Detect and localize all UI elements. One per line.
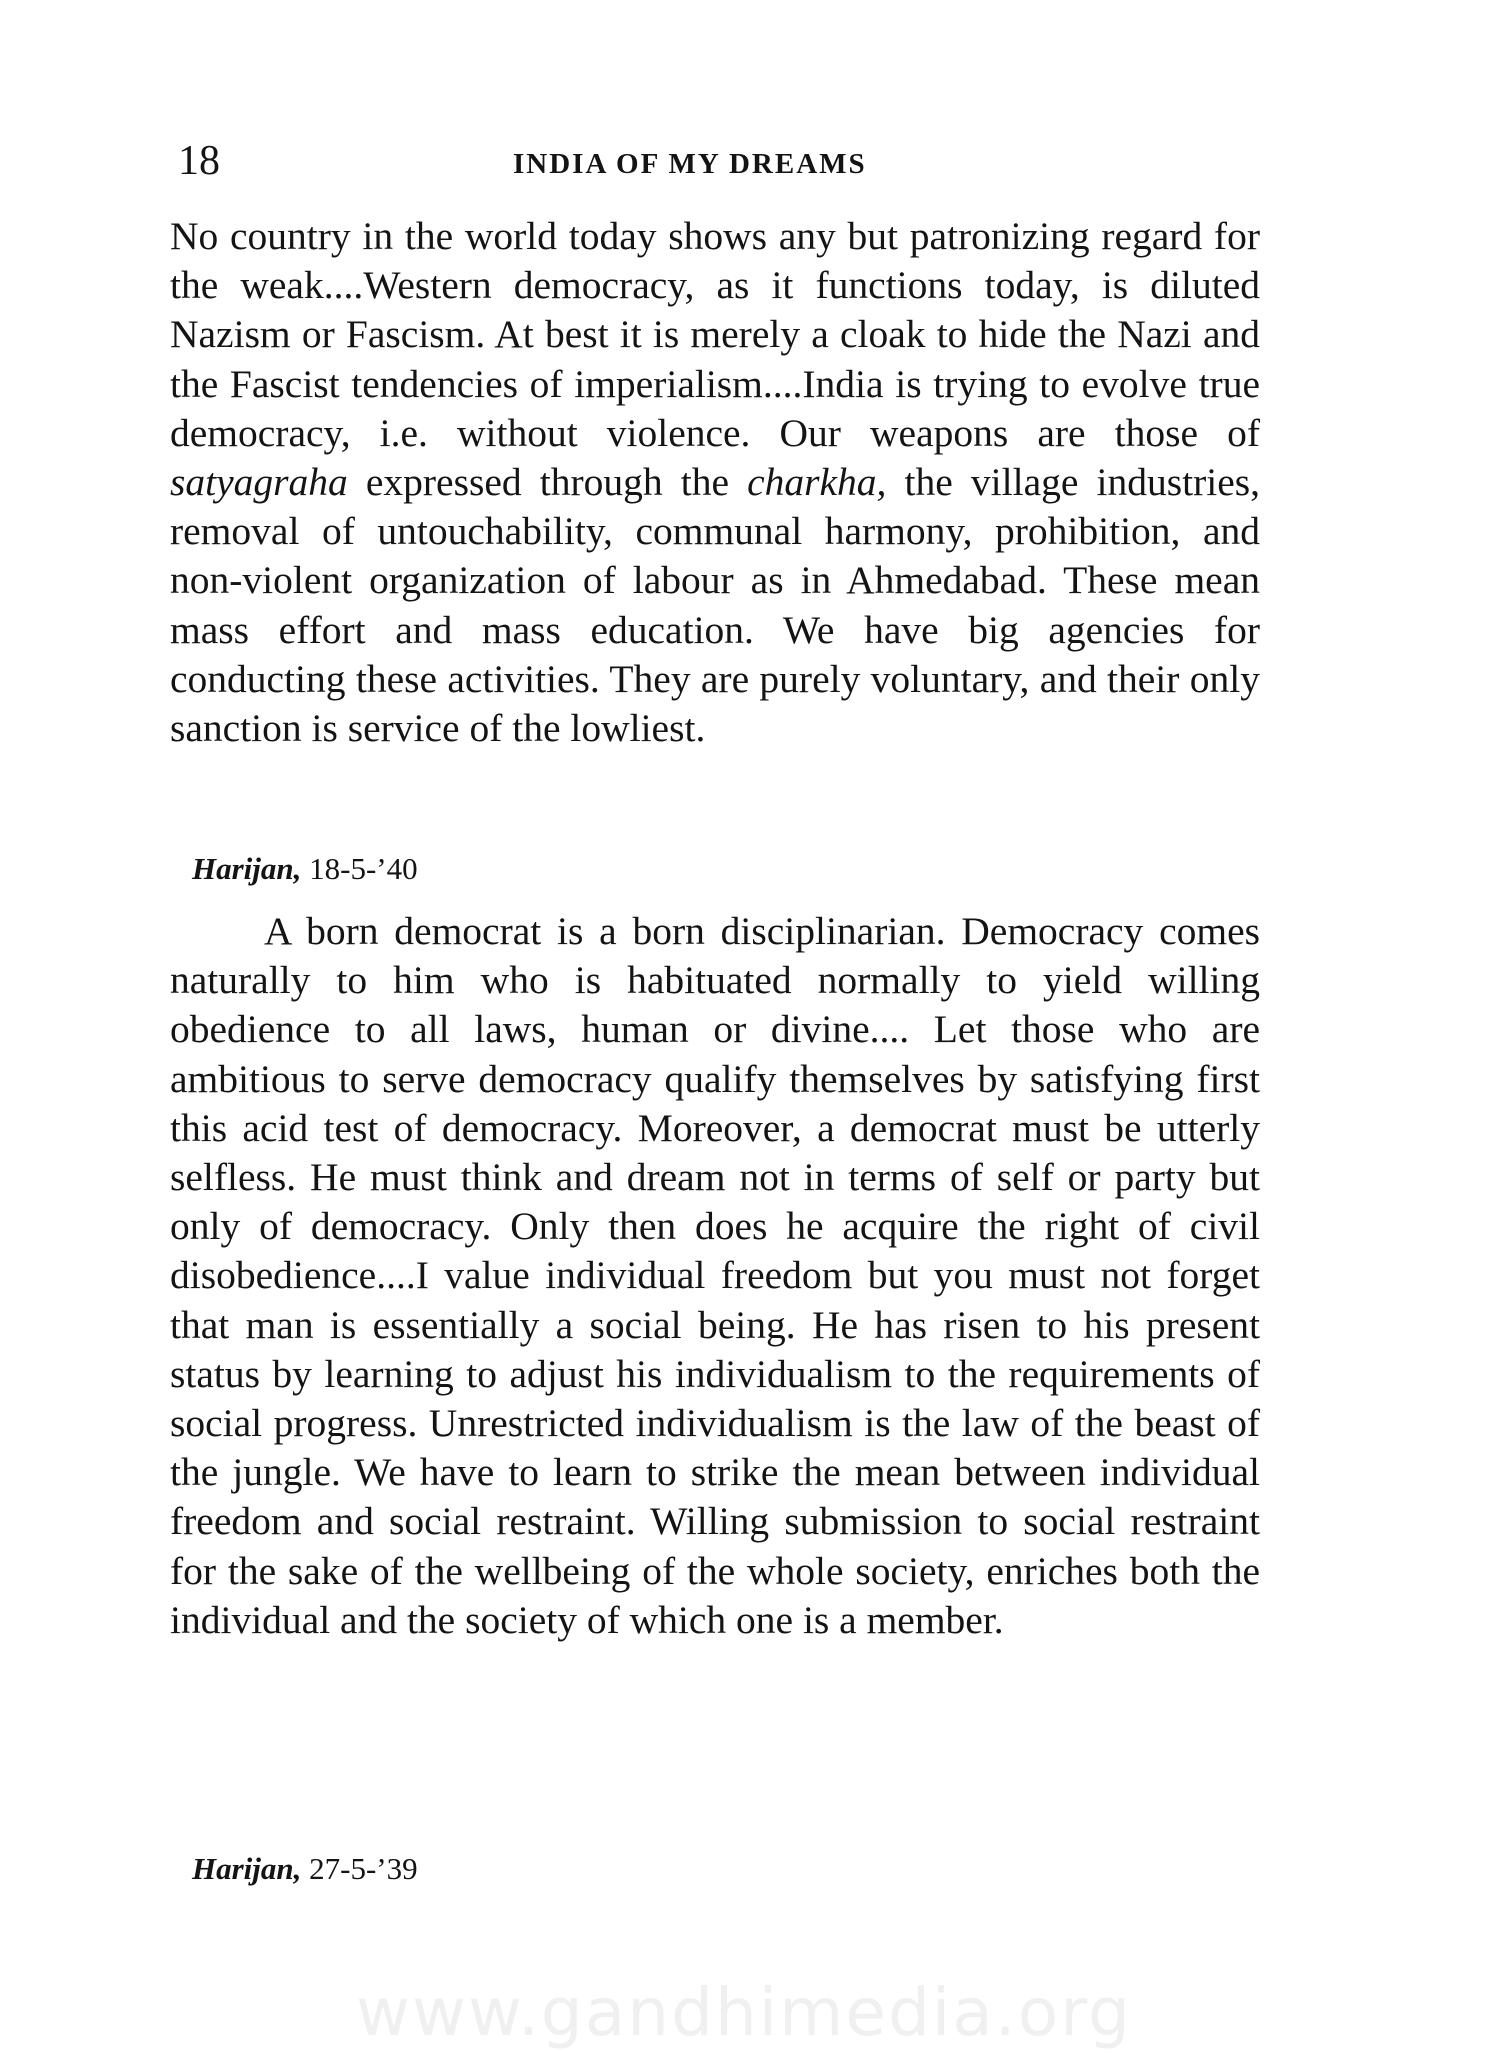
source-publication: Harijan, (192, 1851, 302, 1886)
page-number: 18 (178, 138, 220, 184)
source-publication: Harijan, (192, 851, 302, 886)
source-citation-2 (192, 1850, 418, 1888)
term-satyagraha: satyagraha (170, 460, 348, 505)
watermark: www.gandhimedia.org (356, 1974, 1132, 2051)
source-date: 18-5-’40 (309, 851, 418, 886)
term-charkha: charkha, (747, 460, 887, 505)
passage-1-text: the village industries, removal of untouchability, communal harmony, prohibition, and non-violent organization of labour as in Ahmedabad. These mean mass effort and mass education. We have big agencies for conducting these activities. They are purely voluntary, and their only sanction is service of the lowliest. (170, 460, 1260, 751)
source-citation-1 (192, 850, 418, 888)
passage-1 (170, 212, 1260, 753)
passage-1-text: expressed through the (347, 460, 748, 505)
passage-2: A born democrat is a born disciplinarian. Democracy comes naturally to him who is habituated normally to yield willing obedience to all laws, human or divine.... Let those who are ambitious to serve democracy qualify themselves by satisfying first this acid test of democracy. Moreover, a democrat must be utterly selfless. He must think and dream not in terms of self or party but only of democracy. Only then does he acquire the right of civil disobedience....I value individual freedom but you must not forget that man is essentially a social being. He has risen to his present status by learning to adjust his individualism to the requirements of social progress. Unrestricted individualism is the law of the beast of the jungle. We have to learn to strike the mean between individual freedom and social restraint. Willing submission to social restraint for the sake of the wellbeing of the whole society, enriches both the individual and the society of which one is a member. (170, 909, 1260, 1642)
source-date: 27-5-’39 (309, 1851, 418, 1886)
passage-1-text: No country in the world today shows any but patronizing regard for the weak....Western democracy, as it functions today, is diluted Nazism or Fascism. At best it is merely a cloak to hide the Nazi and the Fascist tendencies of imperialism....India is trying to evolve true democracy, i.e. without violence. Our weapons are those of (170, 214, 1260, 455)
running-head: INDIA OF MY DREAMS (513, 148, 867, 180)
